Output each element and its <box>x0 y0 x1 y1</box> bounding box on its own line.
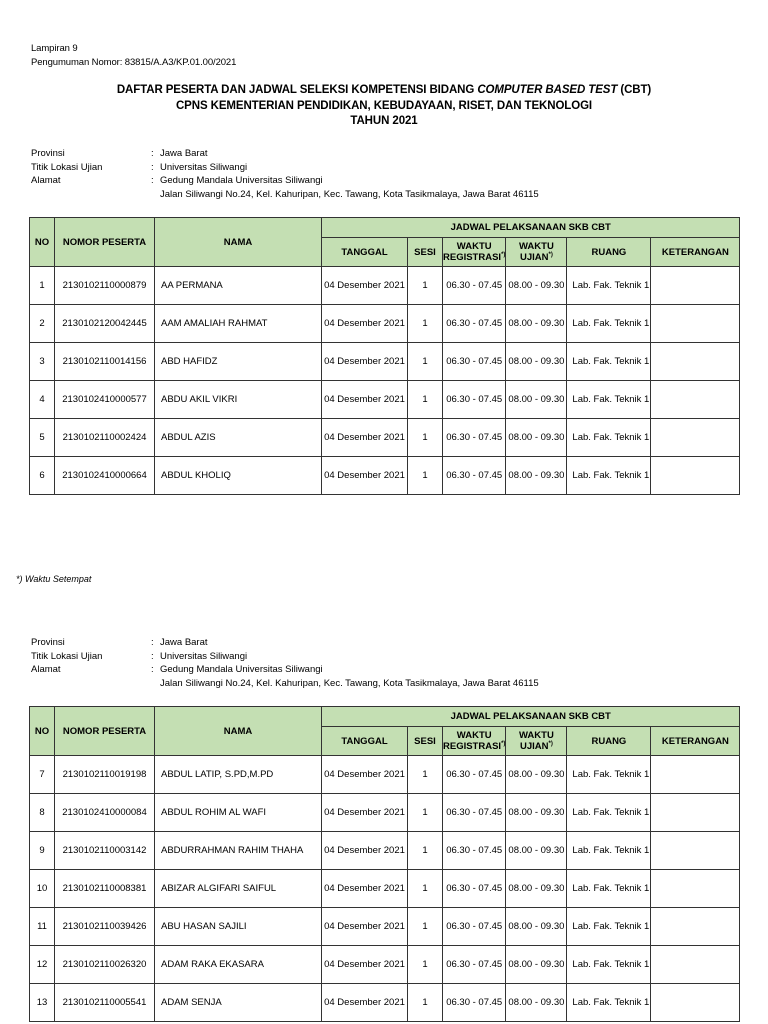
schedule-table-1-body <box>30 267 740 495</box>
cell-keterangan <box>651 343 740 381</box>
cell-tanggal: 04 Desember 2021 <box>322 419 408 457</box>
col-waktu-ujian-header <box>506 727 567 756</box>
cell-keterangan <box>651 984 740 1022</box>
cell-nomor-peserta: 2130102110014156 <box>55 343 155 381</box>
cell-sesi: 1 <box>408 305 443 343</box>
cell-tanggal: 04 Desember 2021 <box>322 870 408 908</box>
lokasi-value: Universitas Siliwangi <box>160 161 248 173</box>
location-info-2 <box>31 636 539 690</box>
footnote-mark: *) <box>548 740 553 747</box>
waktu-reg-line2: REGISTRASI <box>443 252 502 263</box>
waktu-reg-line2: REGISTRASI <box>443 741 502 752</box>
provinsi-value: Jawa Barat <box>160 637 208 648</box>
cell-ruang: Lab. Fak. Teknik 1 <box>567 267 651 305</box>
cell-nama: ABDUL KHOLIQ <box>155 457 322 495</box>
footnote-mark: *) <box>501 251 506 258</box>
col-tanggal-header: TANGGAL <box>322 238 408 267</box>
colon: : <box>151 175 154 186</box>
cell-nama: ABDUL LATIP, S.PD,M.PD <box>155 756 322 794</box>
lokasi-label: Titik Lokasi Ujian <box>31 650 103 662</box>
cell-waktu-registrasi: 06.30 - 07.45 <box>443 343 506 381</box>
table-row <box>30 267 740 305</box>
alamat-value-2: Jalan Siliwangi No.24, Kel. Kahuripan, Kec. Tawang, Kota Tasikmalaya, Jawa Barat 46115 <box>160 188 539 200</box>
cell-tanggal: 04 Desember 2021 <box>322 946 408 984</box>
cell-ruang: Lab. Fak. Teknik 1 <box>567 908 651 946</box>
table-row <box>30 946 740 984</box>
col-waktu-ujian-header <box>506 238 567 267</box>
colon: : <box>151 650 154 662</box>
cell-ruang: Lab. Fak. Teknik 1 <box>567 870 651 908</box>
waktu-ujian-line1: WAKTU <box>518 241 554 252</box>
cell-ruang: Lab. Fak. Teknik 1 <box>567 794 651 832</box>
cell-nomor-peserta: 2130102110002424 <box>55 419 155 457</box>
alamat-value: Gedung Mandala Universitas Siliwangi <box>160 664 323 675</box>
cell-no: 10 <box>30 870 55 908</box>
cell-waktu-ujian: 08.00 - 09.30 <box>506 419 567 457</box>
provinsi-label: Provinsi <box>31 637 65 648</box>
cell-waktu-ujian: 08.00 - 09.30 <box>506 984 567 1022</box>
cell-nama: ABIZAR ALGIFARI SAIFUL <box>155 870 322 908</box>
cell-ruang: Lab. Fak. Teknik 1 <box>567 457 651 495</box>
cell-keterangan <box>651 381 740 419</box>
cell-sesi: 1 <box>408 908 443 946</box>
cell-sesi: 1 <box>408 794 443 832</box>
cell-ruang: Lab. Fak. Teknik 1 <box>567 946 651 984</box>
table-row <box>30 908 740 946</box>
cell-tanggal: 04 Desember 2021 <box>322 267 408 305</box>
title-line-1 <box>0 83 768 99</box>
footnote-waktu-setempat: *) Waktu Setempat <box>16 574 92 584</box>
cell-waktu-registrasi: 06.30 - 07.45 <box>443 794 506 832</box>
cell-nama: AAM AMALIAH RAHMAT <box>155 305 322 343</box>
cell-tanggal: 04 Desember 2021 <box>322 984 408 1022</box>
cell-keterangan <box>651 870 740 908</box>
cell-ruang: Lab. Fak. Teknik 1 <box>567 381 651 419</box>
cell-nama: ABDU AKIL VIKRI <box>155 381 322 419</box>
col-tanggal-header: TANGGAL <box>322 727 408 756</box>
cell-tanggal: 04 Desember 2021 <box>322 381 408 419</box>
cell-nama: ABD HAFIDZ <box>155 343 322 381</box>
cell-waktu-ujian: 08.00 - 09.30 <box>506 381 567 419</box>
cell-keterangan <box>651 457 740 495</box>
announcement-number: Pengumuman Nomor: 83815/A.A3/KP.01.00/2021 <box>31 57 237 68</box>
cell-sesi: 1 <box>408 832 443 870</box>
cell-no: 8 <box>30 794 55 832</box>
table-row <box>30 381 740 419</box>
cell-sesi: 1 <box>408 984 443 1022</box>
cell-nomor-peserta: 2130102110005541 <box>55 984 155 1022</box>
cell-sesi: 1 <box>408 756 443 794</box>
cell-no: 3 <box>30 343 55 381</box>
cell-keterangan <box>651 305 740 343</box>
cell-nama: ABDUL AZIS <box>155 419 322 457</box>
cell-keterangan <box>651 908 740 946</box>
cell-no: 6 <box>30 457 55 495</box>
cell-keterangan <box>651 267 740 305</box>
colon: : <box>151 637 154 648</box>
col-waktu-registrasi-header <box>443 727 506 756</box>
cell-ruang: Lab. Fak. Teknik 1 <box>567 343 651 381</box>
cell-waktu-ujian: 08.00 - 09.30 <box>506 457 567 495</box>
schedule-table-2-body <box>30 756 740 1022</box>
cell-tanggal: 04 Desember 2021 <box>322 305 408 343</box>
cell-nama: ABDUL ROHIM AL WAFI <box>155 794 322 832</box>
title-text-italic: COMPUTER BASED TEST <box>477 84 618 96</box>
waktu-ujian-line2: UJIAN <box>519 252 549 263</box>
col-no-header: NO <box>30 707 55 756</box>
cell-nama: ABU HASAN SAJILI <box>155 908 322 946</box>
cell-no: 11 <box>30 908 55 946</box>
cell-nomor-peserta: 2130102410000577 <box>55 381 155 419</box>
schedule-table-1 <box>29 217 740 495</box>
cell-ruang: Lab. Fak. Teknik 1 <box>567 756 651 794</box>
cell-tanggal: 04 Desember 2021 <box>322 832 408 870</box>
col-ruang-header: RUANG <box>567 238 651 267</box>
cell-no: 7 <box>30 756 55 794</box>
col-nomor-header: NOMOR PESERTA <box>55 218 155 267</box>
col-sesi-header: SESI <box>408 727 443 756</box>
cell-nama: ABDURRAHMAN RAHIM THAHA <box>155 832 322 870</box>
col-ruang-header: RUANG <box>567 727 651 756</box>
waktu-reg-line1: WAKTU <box>456 730 492 741</box>
col-no-header: NO <box>30 218 55 267</box>
cell-waktu-registrasi: 06.30 - 07.45 <box>443 908 506 946</box>
col-nama-header: NAMA <box>155 218 322 267</box>
schedule-table-2 <box>29 706 740 1022</box>
cell-waktu-ujian: 08.00 - 09.30 <box>506 305 567 343</box>
waktu-ujian-line1: WAKTU <box>518 730 554 741</box>
cell-waktu-ujian: 08.00 - 09.30 <box>506 267 567 305</box>
cell-sesi: 1 <box>408 419 443 457</box>
cell-waktu-registrasi: 06.30 - 07.45 <box>443 267 506 305</box>
cell-nomor-peserta: 2130102110008381 <box>55 870 155 908</box>
cell-sesi: 1 <box>408 343 443 381</box>
col-keterangan-header: KETERANGAN <box>651 238 740 267</box>
cell-nomor-peserta: 2130102110039426 <box>55 908 155 946</box>
cell-nomor-peserta: 2130102110019198 <box>55 756 155 794</box>
cell-sesi: 1 <box>408 946 443 984</box>
table-row <box>30 343 740 381</box>
cell-ruang: Lab. Fak. Teknik 1 <box>567 419 651 457</box>
cell-waktu-registrasi: 06.30 - 07.45 <box>443 870 506 908</box>
lokasi-label: Titik Lokasi Ujian <box>31 161 103 173</box>
cell-ruang: Lab. Fak. Teknik 1 <box>567 984 651 1022</box>
col-waktu-registrasi-header <box>443 238 506 267</box>
cell-tanggal: 04 Desember 2021 <box>322 457 408 495</box>
cell-no: 13 <box>30 984 55 1022</box>
cell-waktu-registrasi: 06.30 - 07.45 <box>443 832 506 870</box>
cell-ruang: Lab. Fak. Teknik 1 <box>567 832 651 870</box>
alamat-label: Alamat <box>31 664 61 675</box>
colon: : <box>151 664 154 675</box>
cell-waktu-ujian: 08.00 - 09.30 <box>506 832 567 870</box>
cell-sesi: 1 <box>408 381 443 419</box>
col-keterangan-header: KETERANGAN <box>651 727 740 756</box>
alamat-label: Alamat <box>31 175 61 186</box>
cell-waktu-registrasi: 06.30 - 07.45 <box>443 946 506 984</box>
title-line-2: CPNS KEMENTERIAN PENDIDIKAN, KEBUDAYAAN, RISET, DAN TEKNOLOGI <box>175 99 593 112</box>
cell-waktu-ujian: 08.00 - 09.30 <box>506 794 567 832</box>
col-nomor-header: NOMOR PESERTA <box>55 707 155 756</box>
cell-nomor-peserta: 2130102410000084 <box>55 794 155 832</box>
cell-keterangan <box>651 794 740 832</box>
cell-tanggal: 04 Desember 2021 <box>322 343 408 381</box>
alamat-value: Gedung Mandala Universitas Siliwangi <box>160 175 323 186</box>
cell-waktu-ujian: 08.00 - 09.30 <box>506 870 567 908</box>
colon: : <box>151 161 154 173</box>
table-row <box>30 984 740 1022</box>
cell-keterangan <box>651 832 740 870</box>
lampiran-label: Lampiran 9 <box>31 43 78 54</box>
cell-waktu-ujian: 08.00 - 09.30 <box>506 343 567 381</box>
cell-waktu-registrasi: 06.30 - 07.45 <box>443 381 506 419</box>
cell-nomor-peserta: 2130102110000879 <box>55 267 155 305</box>
cell-nomor-peserta: 2130102110026320 <box>55 946 155 984</box>
alamat-value-2: Jalan Siliwangi No.24, Kel. Kahuripan, Kec. Tawang, Kota Tasikmalaya, Jawa Barat 46115 <box>160 677 539 689</box>
cell-no: 1 <box>30 267 55 305</box>
cell-sesi: 1 <box>408 457 443 495</box>
table-row <box>30 870 740 908</box>
col-jadwal-header: JADWAL PELAKSANAAN SKB CBT <box>322 218 740 238</box>
footnote-mark: *) <box>501 740 506 747</box>
cell-keterangan <box>651 419 740 457</box>
table-row <box>30 305 740 343</box>
title-text-a: DAFTAR PESERTA DAN JADWAL SELEKSI KOMPETENSI BIDANG <box>116 84 478 96</box>
cell-waktu-ujian: 08.00 - 09.30 <box>506 756 567 794</box>
cell-no: 4 <box>30 381 55 419</box>
waktu-ujian-line2: UJIAN <box>519 741 549 752</box>
cell-no: 12 <box>30 946 55 984</box>
cell-no: 5 <box>30 419 55 457</box>
cell-nomor-peserta: 2130102410000664 <box>55 457 155 495</box>
waktu-reg-line1: WAKTU <box>456 241 492 252</box>
cell-ruang: Lab. Fak. Teknik 1 <box>567 305 651 343</box>
cell-keterangan <box>651 946 740 984</box>
col-sesi-header: SESI <box>408 238 443 267</box>
cell-keterangan <box>651 756 740 794</box>
colon: : <box>151 148 154 159</box>
cell-sesi: 1 <box>408 870 443 908</box>
title-line-3: TAHUN 2021 <box>350 115 418 127</box>
cell-waktu-registrasi: 06.30 - 07.45 <box>443 457 506 495</box>
location-info-1 <box>31 147 539 201</box>
table-row <box>30 756 740 794</box>
cell-waktu-registrasi: 06.30 - 07.45 <box>443 984 506 1022</box>
cell-waktu-registrasi: 06.30 - 07.45 <box>443 756 506 794</box>
table-row <box>30 457 740 495</box>
provinsi-value: Jawa Barat <box>160 148 208 159</box>
table-row <box>30 794 740 832</box>
cell-nomor-peserta: 2130102120042445 <box>55 305 155 343</box>
cell-waktu-ujian: 08.00 - 09.30 <box>506 946 567 984</box>
cell-nama: ADAM SENJA <box>155 984 322 1022</box>
cell-no: 2 <box>30 305 55 343</box>
col-nama-header: NAMA <box>155 707 322 756</box>
table-row <box>30 832 740 870</box>
footnote-mark: *) <box>548 251 553 258</box>
title-text-b: (CBT) <box>617 84 652 96</box>
provinsi-label: Provinsi <box>31 148 65 159</box>
cell-tanggal: 04 Desember 2021 <box>322 756 408 794</box>
cell-waktu-ujian: 08.00 - 09.30 <box>506 908 567 946</box>
col-jadwal-header: JADWAL PELAKSANAAN SKB CBT <box>322 707 740 727</box>
cell-tanggal: 04 Desember 2021 <box>322 794 408 832</box>
cell-waktu-registrasi: 06.30 - 07.45 <box>443 305 506 343</box>
cell-nama: ADAM RAKA EKASARA <box>155 946 322 984</box>
cell-sesi: 1 <box>408 267 443 305</box>
table-row <box>30 419 740 457</box>
lokasi-value: Universitas Siliwangi <box>160 650 248 662</box>
document-title <box>0 83 768 130</box>
cell-nama: AA PERMANA <box>155 267 322 305</box>
cell-waktu-registrasi: 06.30 - 07.45 <box>443 419 506 457</box>
cell-no: 9 <box>30 832 55 870</box>
cell-tanggal: 04 Desember 2021 <box>322 908 408 946</box>
cell-nomor-peserta: 2130102110003142 <box>55 832 155 870</box>
